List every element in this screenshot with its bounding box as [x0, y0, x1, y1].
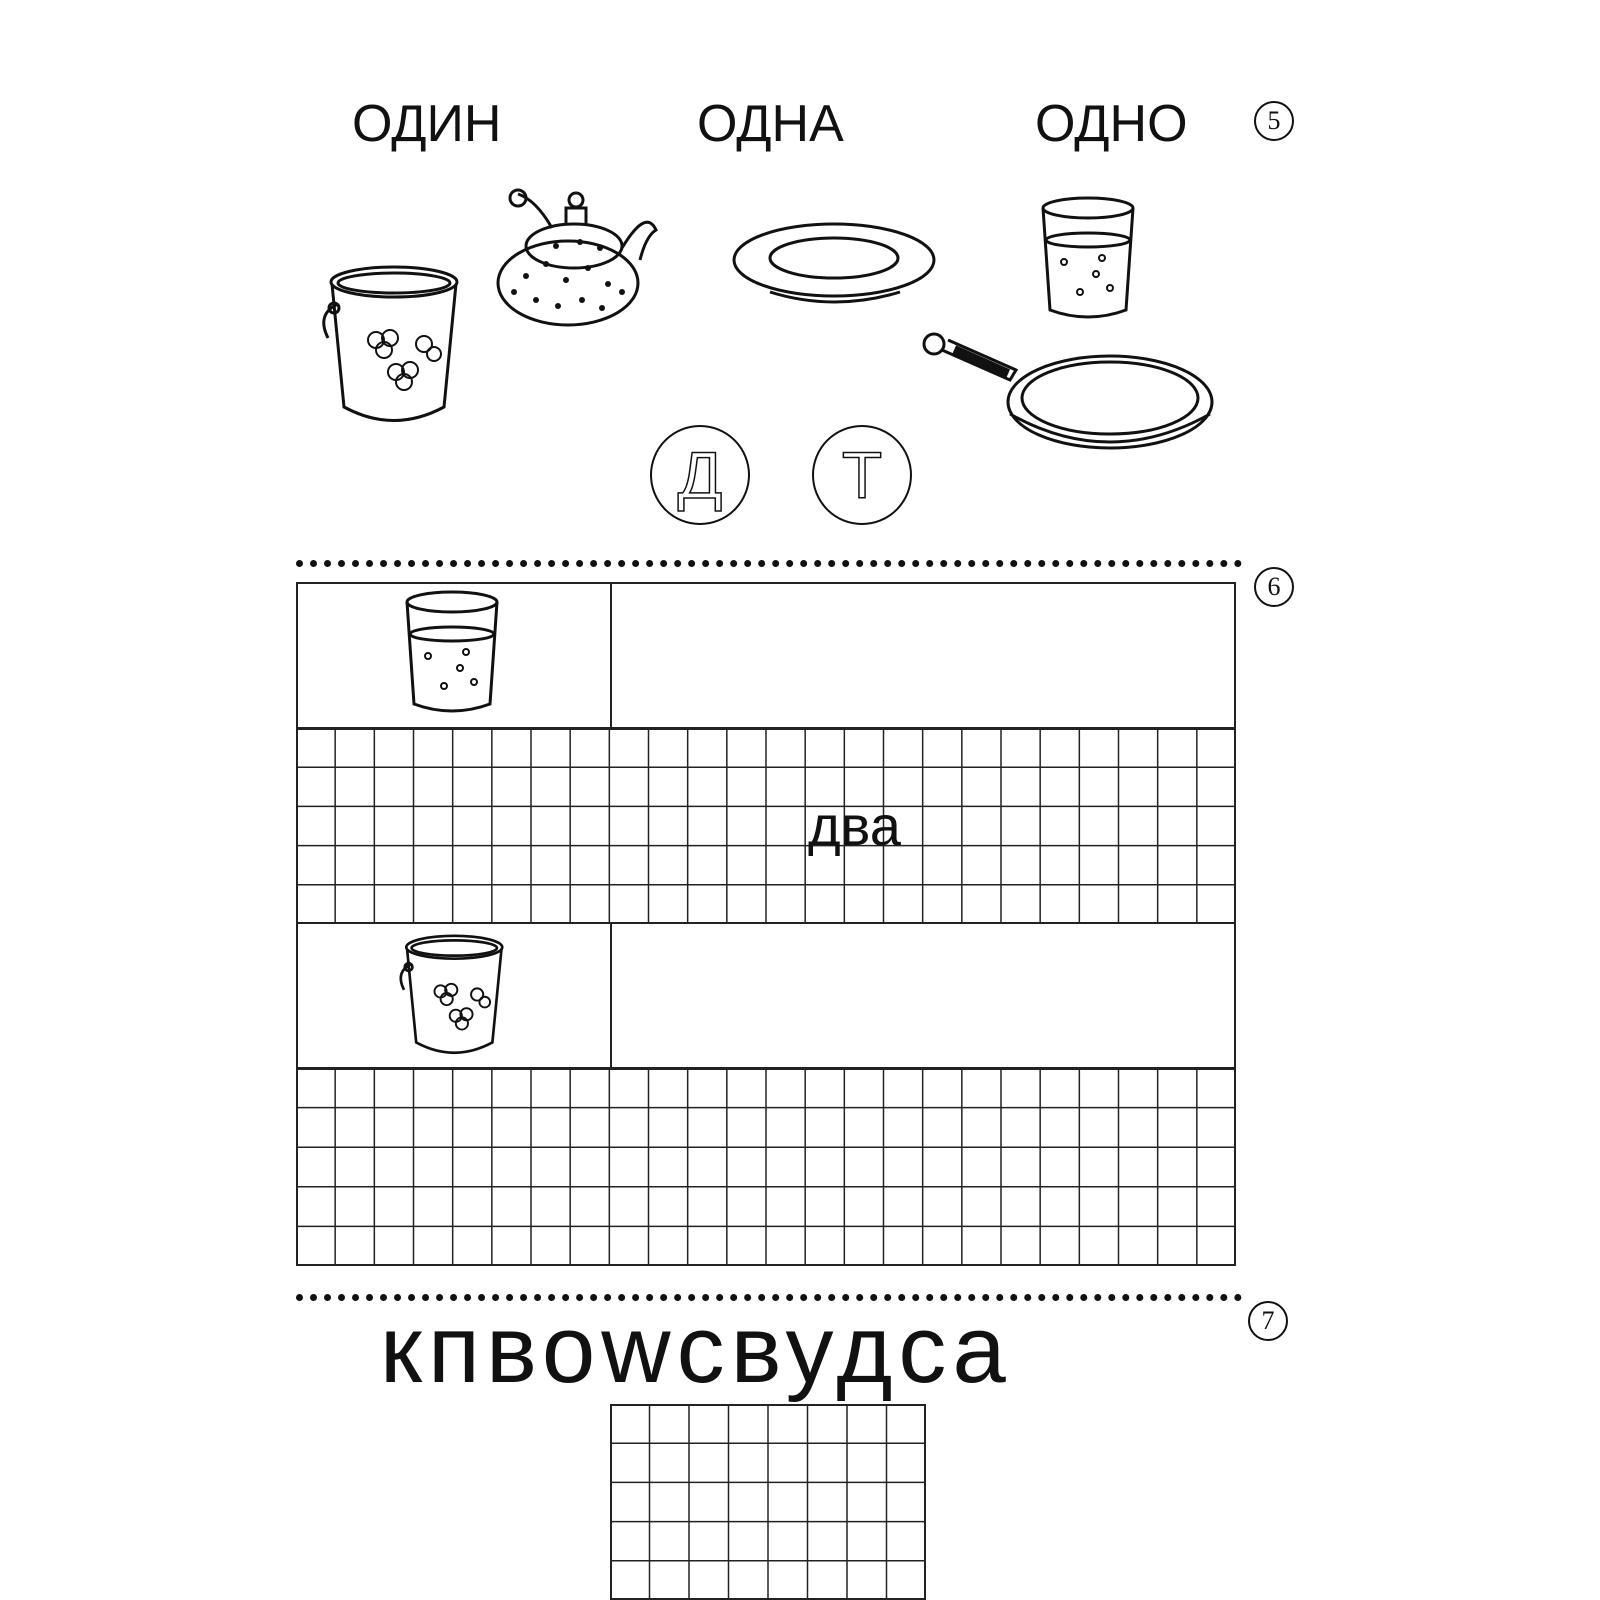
plate-icon: [730, 222, 940, 312]
teapot-icon: [496, 188, 666, 338]
exercise-number-5: 5: [1254, 101, 1294, 141]
word-odno: ОДНО: [1035, 95, 1188, 153]
dotted-separator-top: [296, 560, 1242, 567]
glass-icon: [1040, 196, 1140, 326]
bucket-icon: [392, 932, 512, 1060]
exercise-number-6: 6: [1254, 567, 1294, 607]
frying-pan-icon: [920, 330, 1220, 470]
word-odna: ОДНА: [697, 95, 844, 153]
row-2-divider: [610, 922, 612, 1069]
glass-icon: [404, 590, 504, 720]
exercise-number-7: 7: [1248, 1301, 1288, 1341]
answer-grid[interactable]: [610, 1404, 926, 1600]
dotted-letter-d: Д: [677, 438, 723, 512]
mixed-letters: кпвоwсвудса: [380, 1296, 1012, 1403]
dotted-letter-t: Т: [841, 438, 883, 512]
row-1-divider: [610, 582, 612, 729]
word-dva: два: [808, 794, 901, 857]
writing-grid-1[interactable]: [296, 728, 1236, 924]
writing-grid-2[interactable]: [296, 1068, 1236, 1266]
bucket-icon: [316, 262, 466, 430]
word-odin: ОДИН: [352, 95, 502, 153]
